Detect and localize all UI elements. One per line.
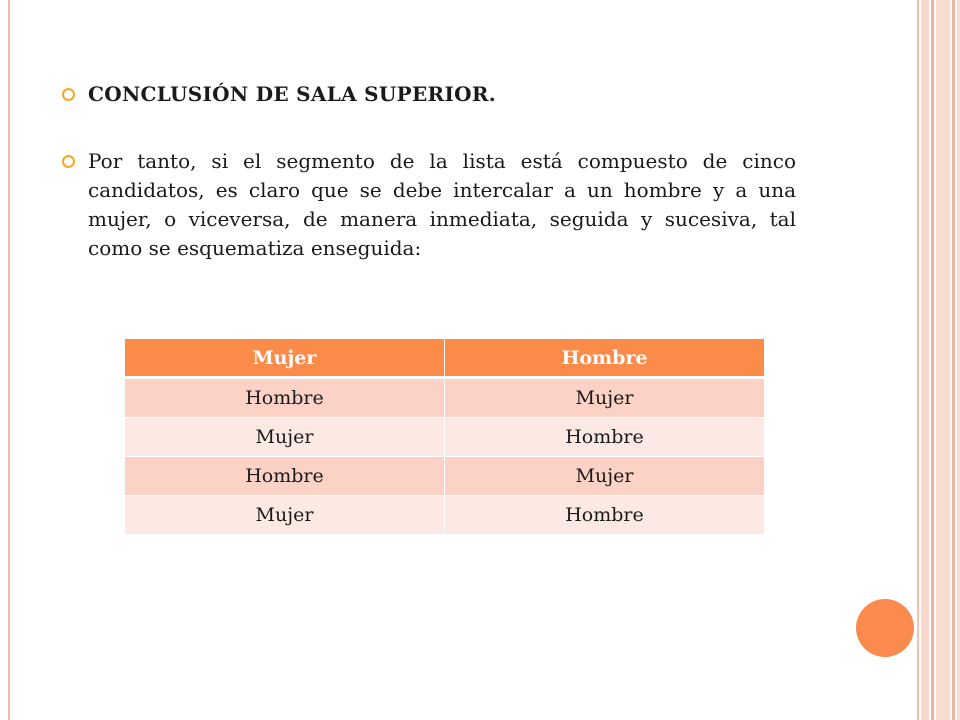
table-header-cell: Hombre bbox=[445, 339, 765, 378]
bullet-ring-icon bbox=[62, 155, 75, 168]
bullet-item-heading bbox=[60, 80, 796, 109]
right-stripe bbox=[921, 0, 929, 720]
table-row bbox=[125, 496, 764, 535]
table-row bbox=[125, 418, 764, 457]
table-row bbox=[125, 457, 764, 496]
table-cell: Mujer bbox=[445, 378, 765, 418]
left-frame-line bbox=[8, 0, 10, 720]
table-cell: Mujer bbox=[445, 457, 765, 496]
table-header-row bbox=[125, 339, 764, 378]
right-stripe bbox=[917, 0, 919, 720]
alternation-table bbox=[125, 339, 764, 535]
table-cell: Mujer bbox=[125, 496, 445, 535]
table-cell: Mujer bbox=[125, 418, 445, 457]
right-stripe bbox=[936, 0, 950, 720]
bullet-ring-icon bbox=[62, 88, 75, 101]
conclusion-body-text: Por tanto, si el segmento de la lista está compuesto de cinco candidatos, es claro que se debe intercalar a un hombre y a una mujer, o viceversa, de manera inmediata, seguida y sucesiva, tal como se esquematiza enseguida: bbox=[88, 149, 796, 260]
right-stripe bbox=[931, 0, 934, 720]
table-cell: Hombre bbox=[445, 418, 765, 457]
right-stripe bbox=[952, 0, 955, 720]
table-row bbox=[125, 378, 764, 418]
table-header-cell: Mujer bbox=[125, 339, 445, 378]
bullet-list bbox=[60, 80, 796, 263]
table-cell: Hombre bbox=[125, 378, 445, 418]
table-cell: Hombre bbox=[125, 457, 445, 496]
table-cell: Hombre bbox=[445, 496, 765, 535]
decorative-circle bbox=[856, 599, 914, 657]
bullet-item-body bbox=[60, 147, 796, 263]
conclusion-heading: CONCLUSIÓN DE SALA SUPERIOR. bbox=[88, 82, 497, 106]
